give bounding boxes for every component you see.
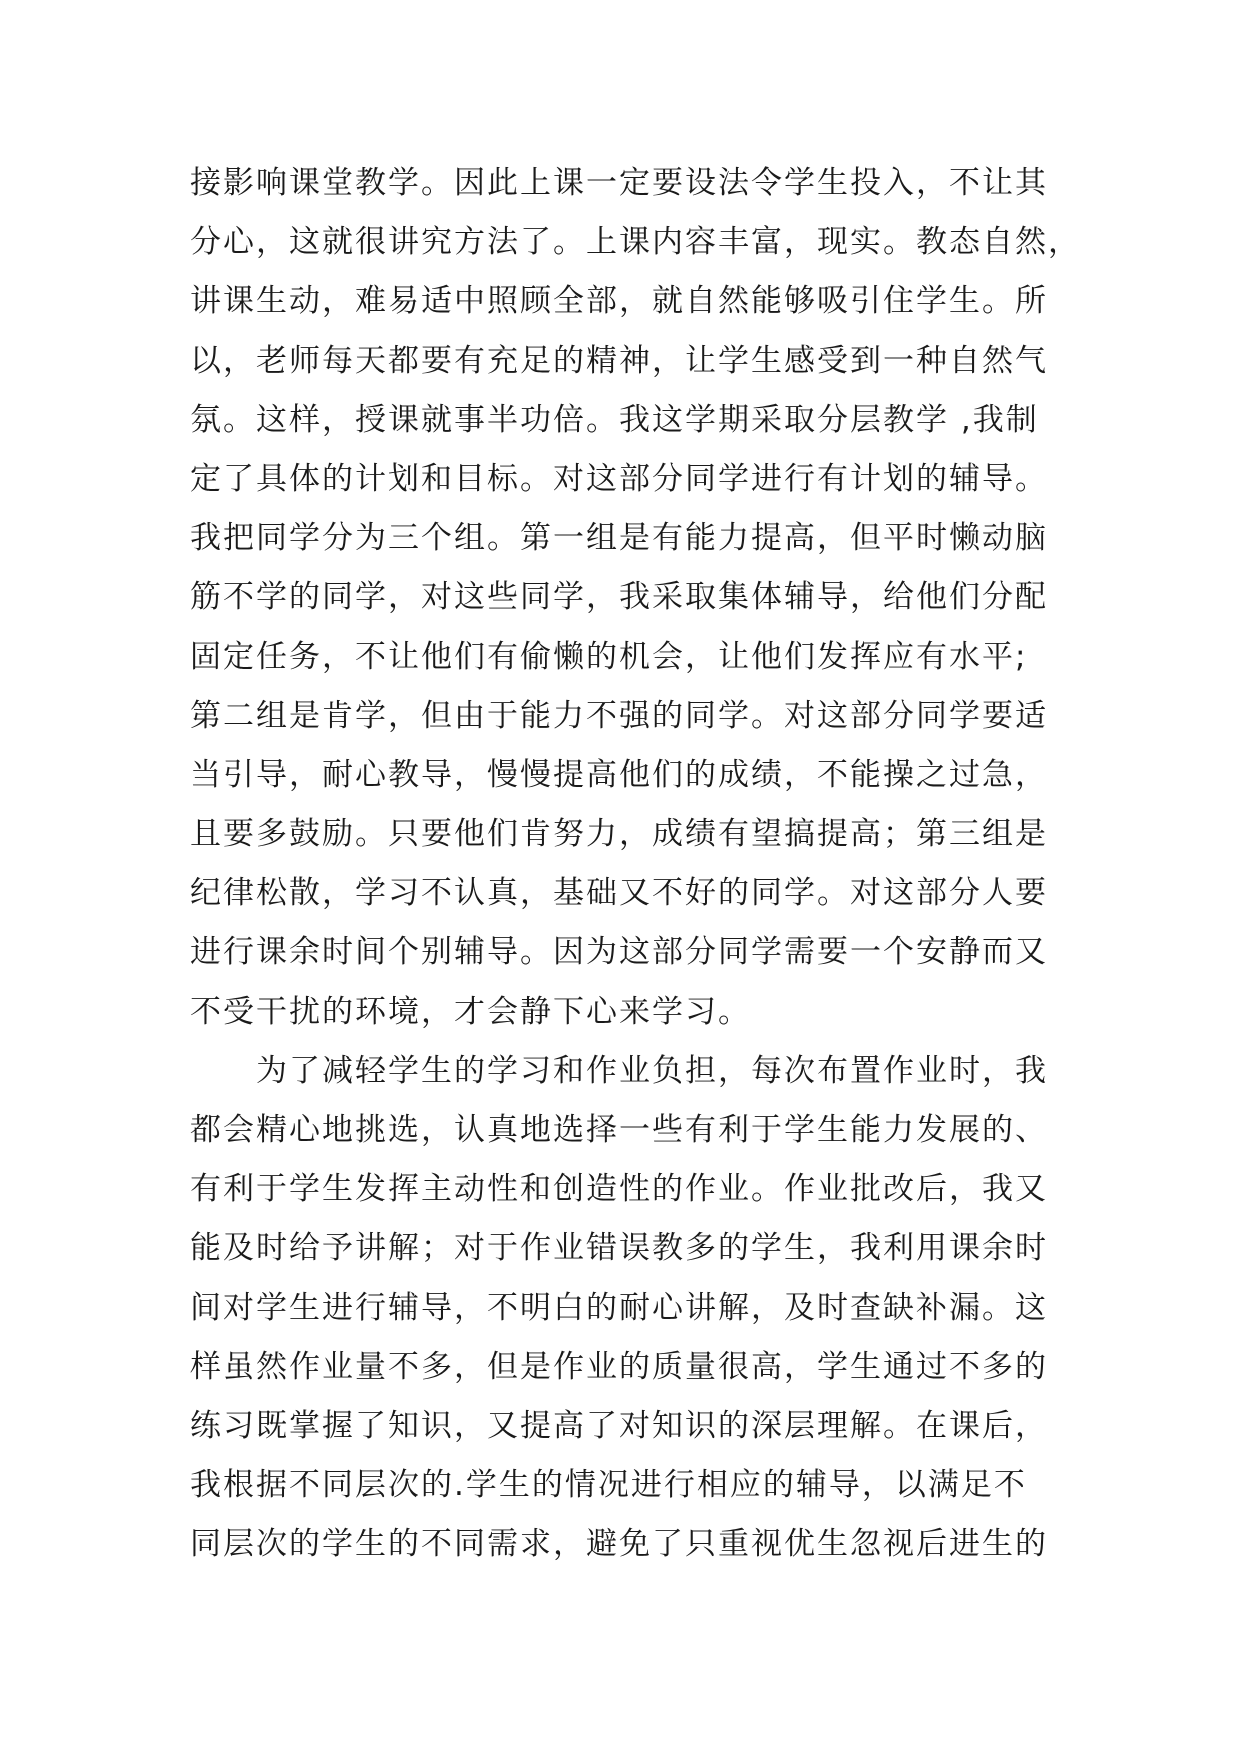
text-line: 接影响课堂教学。因此上课一定要设法令学生投入，不让其	[190, 165, 1048, 201]
text-line: 讲课生动，难易适中照顾全部，就自然能够吸引住学生。所	[190, 283, 1048, 320]
document-body	[190, 154, 1081, 1575]
text-line: 固定任务，不让他们有偷懒的机会，让他们发挥应有水平;	[190, 638, 1028, 675]
text-line: 氛。这样，授课就事半功倍。我这学期采取分层教学 ,我制	[190, 401, 1039, 438]
text-line: 我根据不同层次的.学生的情况进行相应的辅导，以满足不	[190, 1467, 1027, 1504]
paragraph-2	[190, 1042, 1070, 1575]
text-line: 当引导，耐心教导，慢慢提高他们的成绩，不能操之过急，	[190, 756, 1048, 793]
text-line: 纪律松散，学习不认真，基础又不好的同学。对这部分人要	[190, 875, 1048, 912]
text-line: 同层次的学生的不同需求，避免了只重视优生忽视后进生的	[190, 1526, 1048, 1563]
text-line: 分心，这就很讲究方法了。上课内容丰富，现实。教态自然，	[190, 224, 1081, 261]
text-line: 进行课余时间个别辅导。因为这部分同学需要一个安静而又	[190, 934, 1048, 971]
text-line: 练习既掌握了知识，又提高了对知识的深层理解。在课后，	[190, 1407, 1048, 1444]
text-line: 定了具体的计划和目标。对这部分同学进行有计划的辅导。	[190, 460, 1048, 497]
paragraph-1	[190, 154, 1081, 1042]
text-line: 我把同学分为三个组。第一组是有能力提高，但平时懒动脑	[190, 520, 1048, 557]
text-line: 有利于学生发挥主动性和创造性的作业。作业批改后，我又	[190, 1171, 1048, 1208]
text-line: 样虽然作业量不多，但是作业的质量很高，学生通过不多的	[190, 1348, 1048, 1385]
text-line: 筋不学的同学，对这些同学，我采取集体辅导，给他们分配	[190, 579, 1048, 616]
text-line: 都会精心地挑选，认真地选择一些有利于学生能力发展的、	[190, 1112, 1048, 1148]
text-line: 间对学生进行辅导，不明白的耐心讲解，及时查缺补漏。这	[190, 1289, 1048, 1326]
text-line: 第二组是肯学，但由于能力不强的同学。对这部分同学要适	[190, 697, 1048, 734]
text-line: 以，老师每天都要有充足的精神，让学生感受到一种自然气	[190, 342, 1048, 379]
text-line-indented: 为了减轻学生的学习和作业负担，每次布置作业时，我	[256, 1052, 1048, 1089]
text-line: 且要多鼓励。只要他们肯努力，成绩有望搞提高；第三组是	[190, 816, 1048, 853]
text-line: 不受干扰的环境，才会静下心来学习。	[190, 993, 751, 1030]
text-line: 能及时给予讲解；对于作业错误教多的学生，我利用课余时	[190, 1230, 1048, 1267]
